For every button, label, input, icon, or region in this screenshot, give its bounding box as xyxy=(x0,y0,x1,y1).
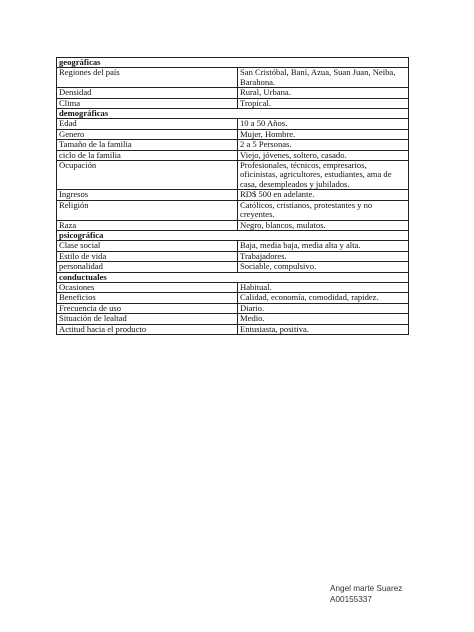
table-row xyxy=(57,251,409,261)
table-row xyxy=(57,68,409,88)
table-row xyxy=(57,88,409,98)
section-header: demográficas xyxy=(57,109,409,119)
table-row xyxy=(57,200,409,220)
variable-label: Beneficios xyxy=(57,293,238,303)
variable-value: Profesionales, técnicos, empresarios, oficinistas, agricultores, estudiantes, ama de casa, desempleados y jubilados. xyxy=(238,161,409,190)
table-row xyxy=(57,314,409,324)
author-footer xyxy=(330,584,402,605)
table-row xyxy=(57,129,409,139)
variable-label: Ocupación xyxy=(57,161,238,190)
variable-label: Ocasiones xyxy=(57,282,238,292)
section-header: geográficas xyxy=(57,58,409,68)
variable-label: Ingresos xyxy=(57,190,238,200)
variable-label: Regiones del país xyxy=(57,68,238,88)
variable-label: Clase social xyxy=(57,241,238,251)
variable-value: Baja, media baja, media alta y alta. xyxy=(238,241,409,251)
variable-value: 2 a 5 Personas. xyxy=(238,140,409,150)
variable-value: Diario. xyxy=(238,303,409,313)
variable-label: Actitud hacia el producto xyxy=(57,324,238,334)
variable-value: Habitual. xyxy=(238,282,409,292)
author-id: A00155337 xyxy=(330,594,372,604)
author-name: Angel marte Suarez xyxy=(330,584,403,593)
variable-value: Tropical. xyxy=(238,98,409,108)
table-row xyxy=(57,303,409,313)
table-row xyxy=(57,282,409,292)
variable-label: Clima xyxy=(57,98,238,108)
table-row xyxy=(57,119,409,129)
table-row xyxy=(57,98,409,108)
table-row xyxy=(57,220,409,230)
variable-label: Frecuencia de uso xyxy=(57,303,238,313)
variable-label: Genero xyxy=(57,129,238,139)
variable-value: Mujer, Hombre. xyxy=(238,129,409,139)
variable-label: personalidad xyxy=(57,262,238,272)
variable-label: Estilo de vida xyxy=(57,251,238,261)
table-row xyxy=(57,150,409,160)
segmentation-table xyxy=(56,57,409,335)
section-header: psicográfica xyxy=(57,230,409,240)
variable-label: Raza xyxy=(57,220,238,230)
variable-value: RD$ 500 en adelante. xyxy=(238,190,409,200)
table-row xyxy=(57,140,409,150)
variable-value: Medio. xyxy=(238,314,409,324)
variable-value: Entusiasta, positiva. xyxy=(238,324,409,334)
section-header-row xyxy=(57,272,409,282)
table-row xyxy=(57,262,409,272)
variable-value: Católicos, cristianos, protestantes y no creyentes. xyxy=(238,200,409,220)
variable-value: Negro, blancos, mulatos. xyxy=(238,220,409,230)
variable-value: Sociable, compulsivo. xyxy=(238,262,409,272)
section-header-row xyxy=(57,109,409,119)
variable-label: Tamaño de la familia xyxy=(57,140,238,150)
variable-label: Densidad xyxy=(57,88,238,98)
section-header: conductuales xyxy=(57,272,409,282)
variable-label: Situación de lealtad xyxy=(57,314,238,324)
table-row xyxy=(57,324,409,334)
variable-value: 10 a 50 Años. xyxy=(238,119,409,129)
variable-value: Rural, Urbana. xyxy=(238,88,409,98)
variable-value: Viejo, jóvenes, soltero, casado. xyxy=(238,150,409,160)
section-header-row xyxy=(57,58,409,68)
table-row xyxy=(57,293,409,303)
table-row xyxy=(57,190,409,200)
variable-value: San Cristóbal, Baní, Azua, Suan Juan, Neiba, Barahona. xyxy=(238,68,409,88)
section-header-row xyxy=(57,230,409,240)
variable-value: Calidad, economía, comodidad, rapidez. xyxy=(238,293,409,303)
segmentation-table-body xyxy=(57,58,409,335)
variable-label: Religión xyxy=(57,200,238,220)
variable-label: Edad xyxy=(57,119,238,129)
table-row xyxy=(57,241,409,251)
table-row xyxy=(57,161,409,190)
variable-value: Trabajadores. xyxy=(238,251,409,261)
variable-label: ciclo de la familia xyxy=(57,150,238,160)
